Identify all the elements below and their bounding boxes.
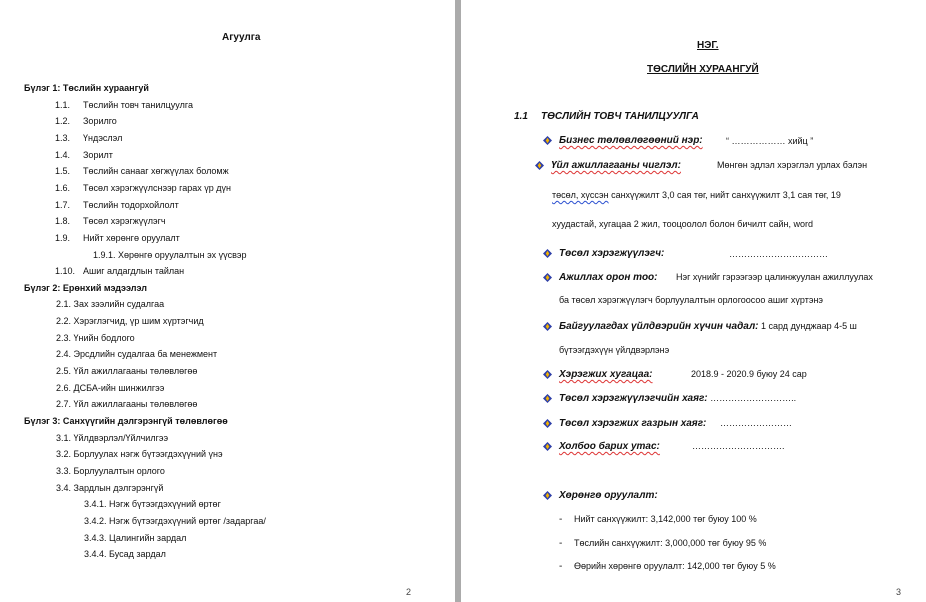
arrow-bullet-icon [543,249,552,258]
toc-item-text: 3.4.1. Нэгж бүтээгдэхүүний өртөг [84,499,221,509]
contact-phone-value: …………………………. [692,441,785,451]
implementer-address-label: Төсөл хэрэгжүүлэгчийн хаяг: [559,393,708,404]
toc-item-text: 3.4.2. Нэгж бүтээгдэхүүний өртөг /задаргаа/ [84,516,266,526]
business-plan-name-value: “ ……………… хийц ” [726,136,814,146]
capacity-row [559,321,857,333]
toc-item-number: 1.6. [55,183,71,193]
toc-item-text: Үндэслэл [83,133,123,143]
arrow-bullet-icon [543,394,552,403]
activity-direction-continued: төсөл, хүссэн санхүүжилт 3,0 сая төг, нийт санхүүжилт 3,1 сая төг, 19 [552,190,841,200]
toc-item-number: 1.5. [55,166,71,176]
project-location-label: Төсөл хэрэгжих газрын хаяг: [559,418,707,429]
arrow-bullet-icon [535,161,544,170]
chapter-number: НЭГ. [697,40,719,51]
arrow-bullet-icon [543,419,552,428]
toc-item-text: 2.5. Үйл ажиллагааны төлөвлөгөө [56,366,198,376]
list-dash: - [559,514,563,525]
toc-item-text: Бүлэг 2: Ерөнхий мэдээлэл [24,283,147,293]
arrow-bullet-icon [543,442,552,451]
investment-project: Төслийн санхүүжилт: 3,000,000 төг буюу 95 % [574,538,767,548]
toc-item-text: Зорилго [83,116,117,126]
arrow-bullet-icon [543,491,552,500]
activity-direction-label: Үйл ажиллагааны чиглэл: [551,160,681,171]
staff-count-value: Нэг хүнийг гэрээгээр цалинжуулан ажиллуулах [676,272,873,282]
page-number: 3 [896,587,902,597]
toc-title: Агуулга [222,32,261,43]
implementer-address-row [559,393,796,405]
document-page-left [0,0,455,602]
toc-item-text: 2.7. Үйл ажиллагааны төлөвлөгөө [56,399,198,409]
duration-value: 2018.9 - 2020.9 буюу 24 сар [691,369,807,379]
chapter-title: ТӨСЛИЙН ХУРААНГУЙ [647,64,759,75]
investment-total: Нийт санхүүжилт: 3,142,000 төг буюу 100 % [574,514,757,524]
implementer-value: …………………………… [729,249,828,259]
capacity-continued: бүтээгдэхүүн үйлдвэрлэнэ [559,345,670,355]
document-page-right [461,0,926,602]
toc-item-text: 3.4. Зардлын дэлгэрэнгүй [56,483,164,493]
toc-item-text: Нийт хөрөнгө оруулалт [83,233,180,243]
toc-item-text: Төсөл хэрэгжүүлснээр гарах үр дүн [83,183,231,193]
toc-item-text: 3.1. Үйлдвэрлэл/Үйлчилгээ [56,433,169,443]
toc-item-number: 1.3. [55,133,71,143]
toc-item-number: 1.7. [55,200,71,210]
toc-item-text: 3.2. Борлуулах нэгж бүтээгдэхүүний үнэ [56,449,223,459]
list-dash: - [559,561,563,572]
activity-direction-continued-2: хуудастай, хугацаа 2 жил, тооцоолол болон бичилт сайн, word [552,219,813,229]
page-number: 2 [406,587,412,597]
toc-item-text: Төслийн товч танилцуулга [83,100,193,110]
toc-item-text: 3.4.4. Бусад зардал [84,549,166,559]
investment-own: Өөрийн хөрөнгө оруулалт: 142,000 төг буюу 5 % [574,561,776,571]
list-dash: - [559,538,563,549]
staff-count-label: Ажиллах орон тоо: [559,272,658,283]
toc-item-text: 3.3. Борлуулалтын орлого [56,466,165,476]
arrow-bullet-icon [543,136,552,145]
toc-item-number: 1.8. [55,216,71,226]
project-location-value: …………………… [720,418,792,428]
toc-item-text: Бүлэг 3: Санхүүгийн дэлгэрэнгүй төлөвлөгөө [24,416,228,426]
toc-item-text: 3.4.3. Цалингийн зардал [84,533,187,543]
capacity-label: Байгуулагдах үйлдвэрийн хүчин чадал: [559,321,759,332]
toc-item-text: 1.9.1. Хөрөнгө оруулалтын эх үүсвэр [93,250,247,260]
toc-item-text: 2.3. Үнийн бодлого [56,333,135,343]
business-plan-name-label: Бизнес төлөвлөгөөний нэр: [559,135,703,146]
toc-item-number: 1.10. [55,266,76,276]
arrow-bullet-icon [543,370,552,379]
arrow-bullet-icon [543,322,552,331]
toc-item-text: 2.1. Зах зээлийн судалгаа [56,299,165,309]
activity-direction-value: Мөнгөн эдлэл хэрэглэл урлах бэлэн [717,160,868,170]
toc-item-text: Төслийн тодорхойлолт [83,200,179,210]
section-title: ТӨСЛИЙН ТОВЧ ТАНИЛЦУУЛГА [541,111,699,122]
contact-phone-label: Холбоо барих утас: [559,441,660,452]
implementer-label: Төсөл хэрэгжүүлэгч: [559,248,665,259]
section-number: 1.1 [514,111,528,122]
toc-item-text: Ашиг алдагдлын тайлан [83,266,185,276]
toc-item-text: 2.2. Хэрэглэгчид, үр шим хүртэгчид [56,316,204,326]
toc-item-text: 2.6. ДСБА-ийн шинжилгээ [56,383,165,393]
duration-label: Хэрэгжих хугацаа: [559,369,653,380]
toc-item-number: 1.2. [55,116,71,126]
capacity-value: 1 сард дунджаар 4-5 ш [758,321,857,331]
toc-item-text: Бүлэг 1: Төслийн хураангуй [24,83,149,93]
toc-item-text: Төсөл хэрэгжүүлэгч [83,216,166,226]
toc-item-number: 1.4. [55,150,71,160]
toc-item-text: Төслийн санааг хөгжүүлах боломж [83,166,229,176]
toc-item-text: 2.4. Эрсдлийн судалгаа ба менежмент [56,349,218,359]
toc-item-number: 1.1. [55,100,71,110]
investment-label: Хөрөнгө оруулалт: [559,490,658,501]
implementer-address-value: ……………………….. [707,393,797,403]
arrow-bullet-icon [543,273,552,282]
staff-count-continued: ба төсөл хэрэгжүүлэгч борлуулалтын орлогоосоо ашиг хүртэнэ [559,295,824,305]
toc-item-number: 1.9. [55,233,71,243]
toc-item-text: Зорилт [83,150,113,160]
